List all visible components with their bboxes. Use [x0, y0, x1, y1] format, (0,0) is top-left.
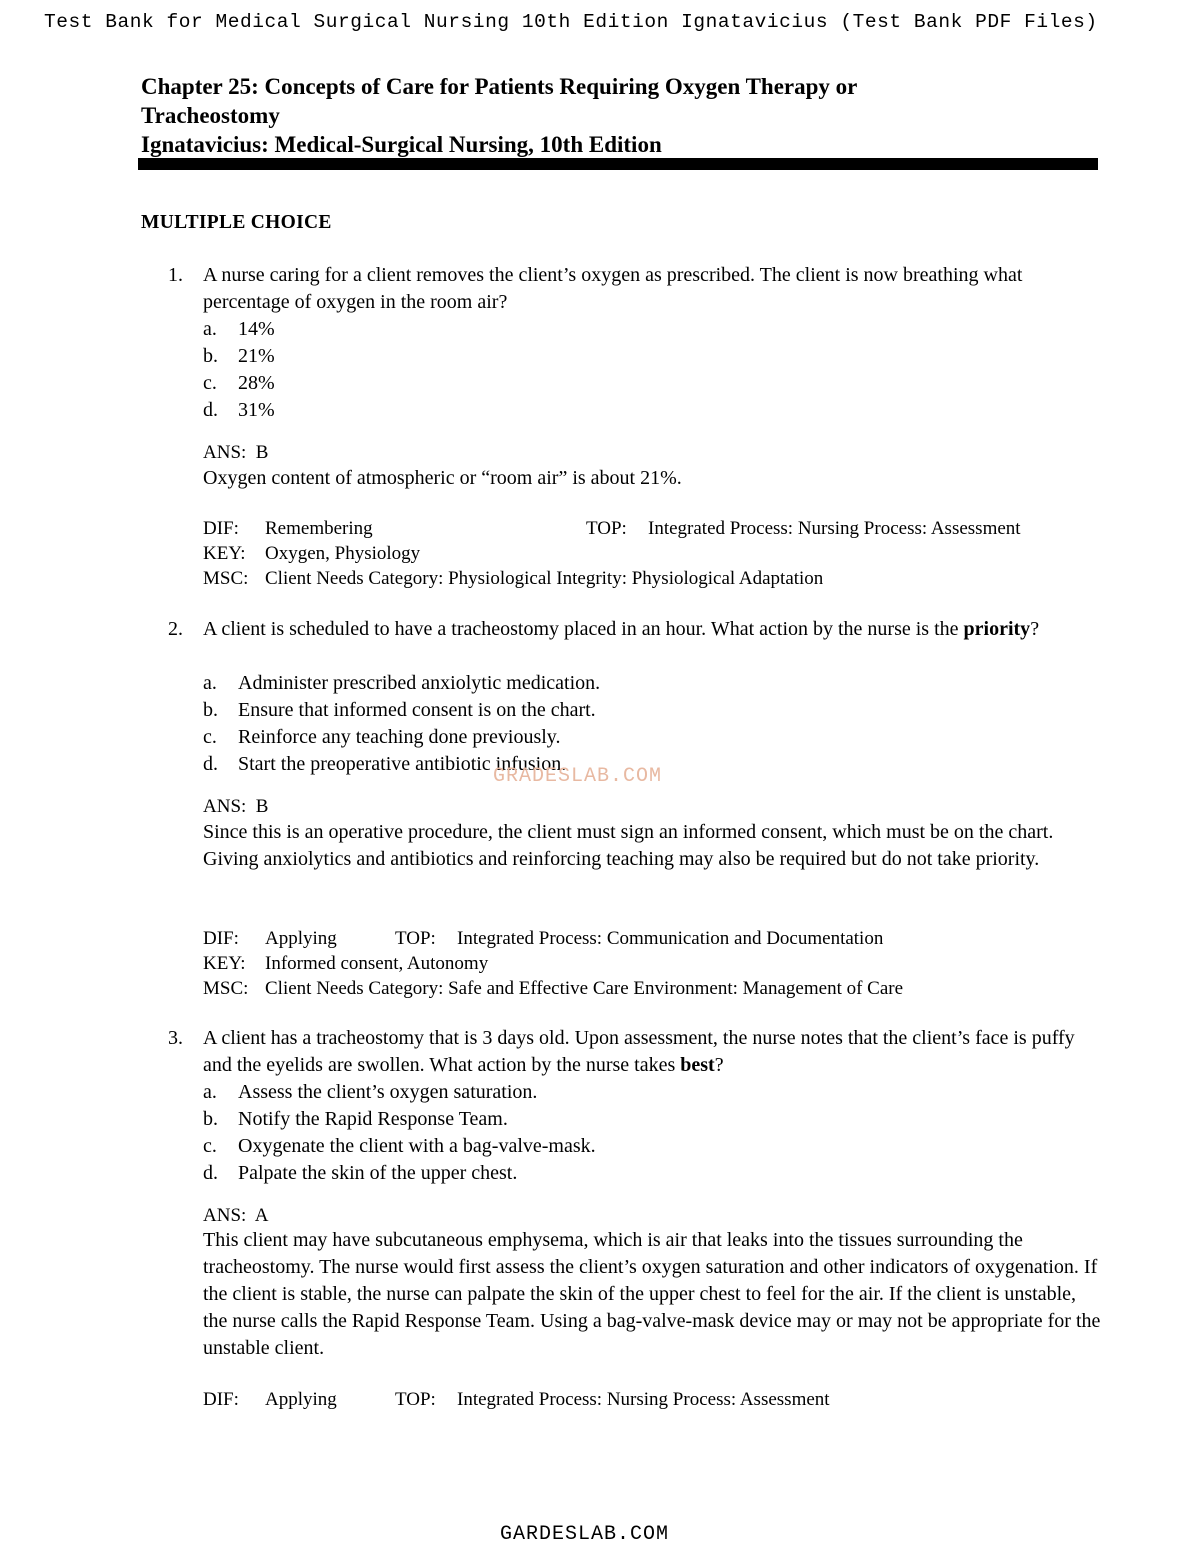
- title-rule: [138, 158, 1098, 170]
- difficulty: Applying: [265, 1389, 337, 1410]
- rationale: Since this is an operative procedure, the client must sign an informed consent, which must be on the chart. Giving anxiolytics and antibiotics and reinforcing teaching may also be required but do not take priority.: [203, 821, 1054, 870]
- keywords: Informed consent, Autonomy: [265, 953, 489, 974]
- chapter-title: [141, 72, 1101, 159]
- question-metadata: DIF: Remembering TOP: Integrated Process: Nursing Process: Assessment KEY: Oxygen, Physiology MSC: Client Needs Category: Physiological Integrity: Physiological Adaptation: [203, 518, 1021, 589]
- option-a: a. Administer prescribed anxiolytic medication.: [203, 672, 601, 694]
- answer-key: ANS: B: [203, 796, 269, 817]
- question-stem: A nurse caring for a client removes the client’s oxygen as prescribed. The client is now breathing what percentage of oxygen in the room air?: [203, 264, 1023, 313]
- difficulty: Applying: [265, 928, 337, 949]
- option-b: b. Notify the Rapid Response Team.: [203, 1108, 508, 1130]
- document-header: Test Bank for Medical Surgical Nursing 10th Edition Ignatavicius (Test Bank PDF Files): [44, 11, 1098, 33]
- option-c: c. 28%: [203, 372, 275, 394]
- answer-options: [203, 1079, 596, 1187]
- client-needs: Client Needs Category: Physiological Integrity: Physiological Adaptation: [265, 568, 824, 589]
- section-heading: MULTIPLE CHOICE: [141, 212, 332, 233]
- question-stem: A client has a tracheostomy that is 3 days old. Upon assessment, the nurse notes that the client’s face is puffy and the eyelids are swollen. What action by the nurse takes best?: [203, 1027, 1075, 1076]
- option-d: d. 31%: [203, 399, 275, 421]
- keywords: Oxygen, Physiology: [265, 543, 421, 564]
- topic: Integrated Process: Communication and Documentation: [457, 928, 884, 949]
- footer-link[interactable]: GARDESLAB.COM: [500, 1523, 670, 1546]
- chapter-title-line-2: Tracheostomy: [141, 103, 280, 128]
- client-needs: Client Needs Category: Safe and Effective Care Environment: Management of Care: [265, 978, 904, 999]
- rationale: Oxygen content of atmospheric or “room air” is about 21%.: [203, 467, 682, 489]
- question-metadata: DIF: Applying TOP: Integrated Process: Nursing Process: Assessment: [203, 1389, 830, 1410]
- question-stem: A client is scheduled to have a tracheostomy placed in an hour. What action by the nurse is the priority?: [203, 618, 1040, 640]
- option-a: a. Assess the client’s oxygen saturation.: [203, 1081, 538, 1103]
- question-metadata: DIF: Applying TOP: Integrated Process: Communication and Documentation KEY: Informed consent, Autonomy MSC: Client Needs Category: Safe and Effective Care Environment: Management of Care: [203, 928, 904, 999]
- option-d: d. Start the preoperative antibiotic infusion.: [203, 753, 567, 775]
- answer-options: [203, 316, 275, 424]
- rationale: This client may have subcutaneous emphysema, which is air that leaks into the tissues surrounding the tracheostomy. The nurse would first assess the client’s oxygen saturation and other indicators of oxygenation. If the client is stable, the nurse can palpate the skin of the upper chest to feel for the air. If the client is unstable, the nurse calls the Rapid Response Team. Using a bag-valve-mask device may or may not be appropriate for the unstable client.: [203, 1229, 1101, 1359]
- watermark-text: GRADESLAB.COM: [493, 765, 663, 788]
- topic: Integrated Process: Nursing Process: Assessment: [457, 1389, 830, 1410]
- chapter-title-line-1: Chapter 25: Concepts of Care for Patients Requiring Oxygen Therapy or: [141, 74, 858, 99]
- answer-key: ANS: B: [203, 442, 269, 463]
- option-c: c. Reinforce any teaching done previously.: [203, 726, 561, 748]
- difficulty: Remembering: [265, 518, 373, 539]
- option-a: a. 14%: [203, 318, 275, 340]
- topic: Integrated Process: Nursing Process: Assessment: [648, 518, 1021, 539]
- option-b: b. 21%: [203, 345, 275, 367]
- question-number: 3.: [168, 1027, 183, 1049]
- book-title: Ignatavicius: Medical-Surgical Nursing, 10th Edition: [141, 132, 662, 157]
- answer-options: [203, 670, 600, 778]
- question-number: 1.: [168, 264, 183, 286]
- option-c: c. Oxygenate the client with a bag-valve-mask.: [203, 1135, 596, 1157]
- answer-key: ANS: A: [203, 1205, 269, 1226]
- question-number: 2.: [168, 618, 183, 640]
- option-d: d. Palpate the skin of the upper chest.: [203, 1162, 518, 1184]
- option-b: b. Ensure that informed consent is on the chart.: [203, 699, 596, 721]
